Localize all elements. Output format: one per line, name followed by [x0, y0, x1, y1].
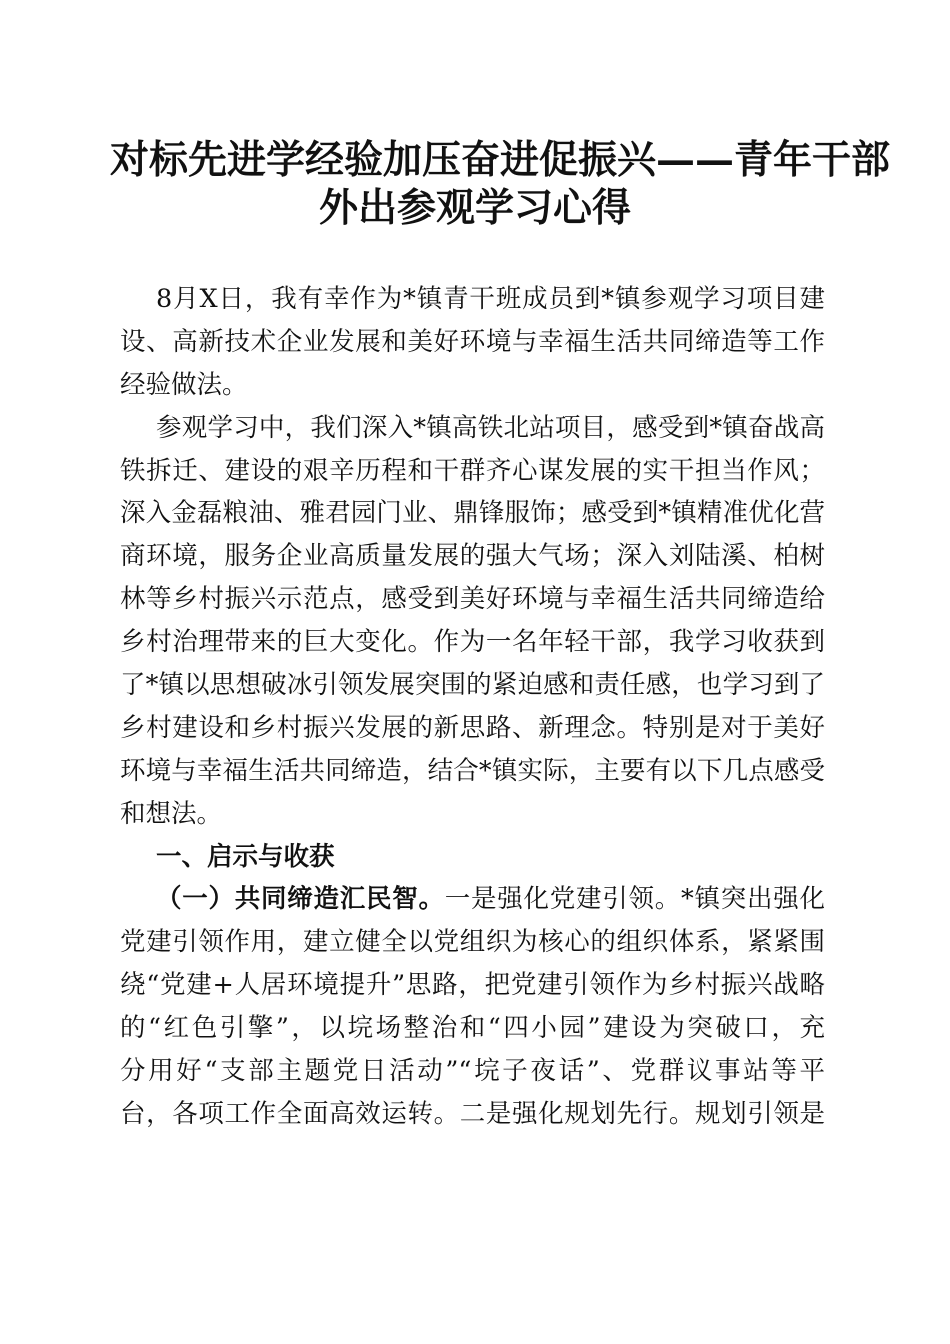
paragraph-3-lead: （一）共同缔造汇民智。 [156, 884, 445, 915]
paragraph-2-line: 了*镇以思想破冰引领发展突围的紧迫感和责任感，也学习到了 [120, 670, 825, 701]
title-line-1: 对标先进学经验加压奋进促振兴——青年干部 [110, 137, 891, 183]
document-title [110, 136, 891, 232]
paragraph-1-line: 8月X日，我有幸作为*镇青干班成员到*镇参观学习项目建 [156, 284, 825, 314]
paragraph-2-line: 参观学习中，我们深入*镇高铁北站项目，感受到*镇奋战高 [156, 412, 825, 443]
paragraph-3-line: 分用好“支部主题党日活动”“垸子夜话”、党群议事站等平 [120, 1056, 825, 1087]
paragraph-2-line: 铁拆迁、建设的艰辛历程和干群齐心谋发展的实干担当作风； [120, 455, 825, 486]
document-body [120, 278, 825, 1136]
paragraph-1-line: 经验做法。 [120, 369, 248, 400]
paragraph-1-line: 设、高新技术企业发展和美好环境与幸福生活共同缔造等工作 [120, 326, 825, 357]
title-line-2: 外出参观学习心得 [318, 185, 631, 231]
paragraph-3-first-line [120, 878, 825, 921]
paragraph-2-line: 乡村建设和乡村振兴发展的新思路、新理念。特别是对于美好 [120, 712, 825, 743]
paragraph-3-line: 绕“党建+人居环境提升”思路，把党建引领作为乡村振兴战略 [120, 970, 825, 1001]
paragraph-3-line: 台，各项工作全面高效运转。二是强化规划先行。规划引领是 [120, 1098, 825, 1129]
section-heading: 一、启示与收获 [156, 841, 335, 872]
paragraph-2-line: 商环境，服务企业高质量发展的强大气场；深入刘陆溪、柏树 [120, 541, 825, 572]
paragraph-2-line: 林等乡村振兴示范点，感受到美好环境与幸福生活共同缔造给 [120, 584, 825, 615]
paragraph-2-line: 和想法。 [120, 798, 223, 829]
paragraph-2-line: 环境与幸福生活共同缔造，结合*镇实际，主要有以下几点感受 [120, 755, 825, 786]
paragraph-2-line: 深入金磊粮油、雅君园门业、鼎锋服饰；感受到*镇精准优化营 [120, 498, 825, 529]
paragraph-3-first-rest: 一是强化党建引领。*镇突出强化 [444, 884, 825, 915]
paragraph-3-line: 的“红色引擎”，以垸场整治和“四小园”建设为突破口，充 [120, 1013, 825, 1044]
paragraph-3-line: 党建引领作用，建立健全以党组织为核心的组织体系，紧紧围 [120, 927, 825, 958]
paragraph-2-line: 乡村治理带来的巨大变化。作为一名年轻干部，我学习收获到 [120, 627, 825, 658]
